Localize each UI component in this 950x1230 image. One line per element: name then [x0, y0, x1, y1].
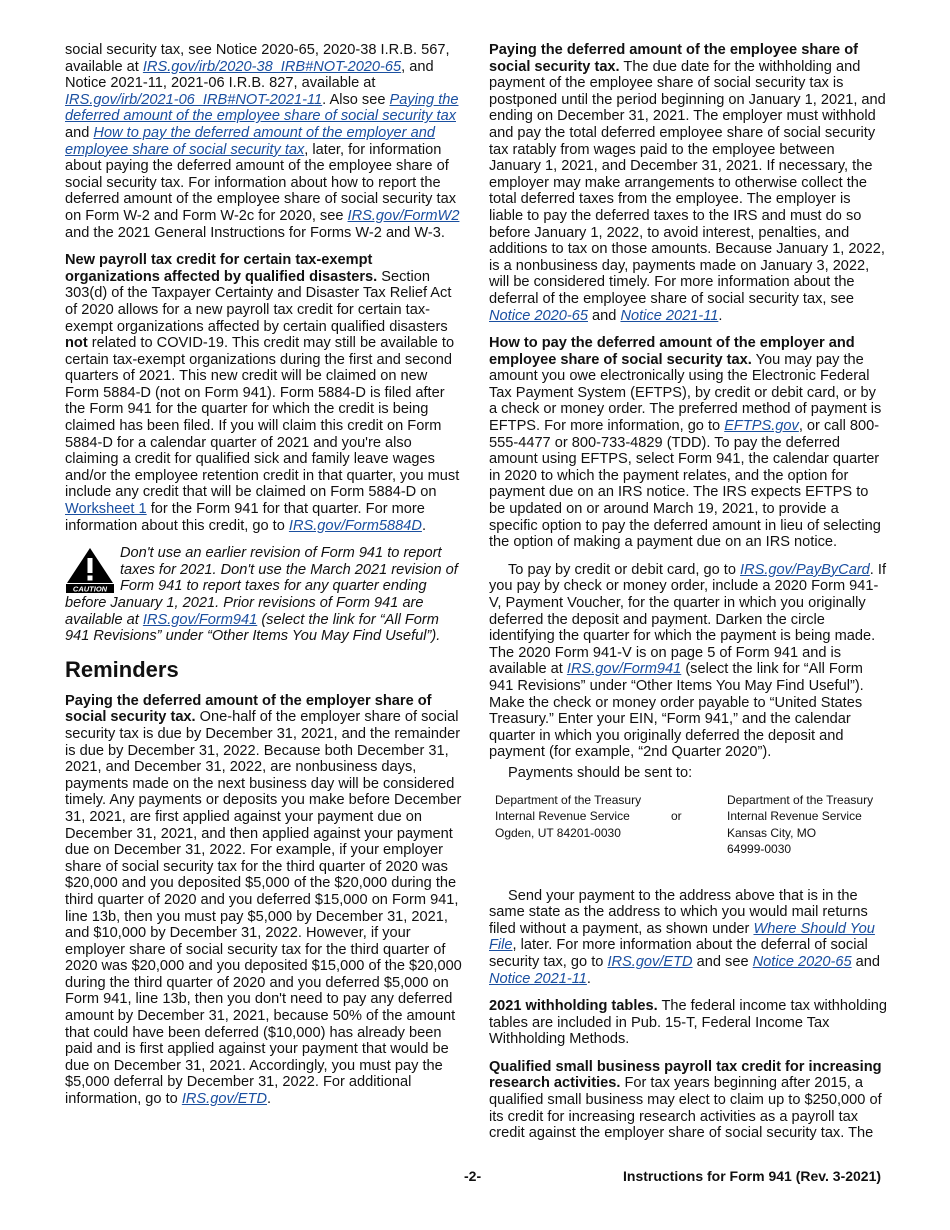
- address-line: Ogden, UT 84201-0030: [495, 825, 621, 840]
- text: , later. For more information about the deferral of social security tax, go to: [489, 937, 868, 970]
- text: and: [587, 307, 621, 324]
- paragraph-how-to-pay: [489, 335, 887, 551]
- text: for the Form 941 for that quarter. For more information about this credit, go to: [65, 501, 425, 534]
- link-notice-2021-11[interactable]: Notice 2021-11: [620, 307, 719, 324]
- mailing-addresses: [495, 792, 887, 858]
- address-line: Internal Revenue Service: [727, 809, 862, 824]
- text: (select the link for “All Form 941 Revisions” under “Other Items You May Find Useful”). Make the check or money order payable to “United States Treasury.” Enter your EIN, “Form 941,” and the calendar quarter in which you originally deferred the deposit and payment (for example, “2nd Quarter 2020”).: [489, 661, 864, 761]
- link-irb-2021-06[interactable]: IRS.gov/irb/2021-06_IRB#NOT-2021-11: [65, 91, 323, 108]
- paragraph-heading: Paying the deferred amount of the employee share of social security tax.: [489, 42, 858, 75]
- text: , and Notice 2021-11, 2021-06 I.R.B. 827, available at: [65, 58, 434, 92]
- text: The due date for the withholding and payment of the employee share of social security tax is postponed until the period beginning on January 1, 2021, and ending on December 31, 2021. The employer must withhold and pay the total deferred employee share of social security tax ratably from wages paid to the employee between January 1, 2021, and December 31, 2021. If necessary, the employer may make arrangements to otherwise collect the total deferred taxes from the employee. The employer is liable to pay the deferred taxes to the IRS and must do so before January 1, 2022, to avoid interest, penalties, and additions to tax on those amounts. Because January 1, 2022, is a nonbusiness day, payments made on January 3, 2022, will be considered timely. For more information about the deferral of the employee share of social security tax, see: [489, 58, 886, 307]
- text: . Also see: [322, 91, 390, 108]
- text: Send your payment to the address above that is in the same state as the address to which you would mail returns filed without a payment, as shown under: [489, 887, 868, 937]
- text: The federal income tax withholding tables are included in Pub. 15-T, Federal Income Tax Withholding Methods.: [489, 998, 887, 1048]
- page-number: -2-: [464, 1168, 482, 1184]
- right-column: [489, 42, 887, 1153]
- link-paybycard[interactable]: IRS.gov/PayByCard: [740, 561, 870, 578]
- text: .: [421, 517, 426, 534]
- address-line: Kansas City, MO: [727, 825, 817, 840]
- text: Section 303(d) of the Taxpayer Certainty and Disaster Tax Relief Act of 2020 allows for a new payroll tax credit for certain tax-exempt organizations affected by certain qualified disasters: [65, 268, 452, 335]
- text: and see: [692, 953, 753, 970]
- text: related to COVID-19. This credit may still be available to certain tax-exempt organizations during the first and second quarters of 2021. This new credit will be claimed on new Form 5884-D (not on Form 941). Form 5884-D is filed after the Form 941 for the quarter for which the credit is being claimed has been filed. If you will claim this credit on Form 5884-D for a calendar quarter of 2021 and you're also claiming a credit for qualified sick and family leave wages and/or the employee retention credit in that quarter, you must include any credit that will be claimed on Form 5884-D on: [65, 335, 460, 501]
- text: .: [266, 1091, 272, 1108]
- address-ogden: [495, 792, 671, 858]
- link-paying-deferred-employee-share[interactable]: Paying the deferred amount of the employee share of social security tax: [65, 91, 459, 125]
- caution-note: [65, 545, 463, 645]
- link-worksheet-1[interactable]: Worksheet 1: [65, 501, 147, 518]
- address-line: Department of the Treasury: [727, 792, 874, 807]
- paragraph-new-payroll-credit: [65, 252, 463, 534]
- link-irs-etd[interactable]: IRS.gov/ETD: [607, 953, 693, 970]
- text: .: [586, 970, 591, 987]
- text: social security tax, see Notice 2020-65, 2020-38 I.R.B. 567, available at: [65, 42, 450, 75]
- paragraph-employer-share-deferral: [65, 693, 463, 1108]
- paragraph-research-credit: [489, 1059, 887, 1142]
- document-title: Instructions for Form 941 (Rev. 3-2021): [623, 1168, 882, 1184]
- emphasis: not: [65, 335, 88, 352]
- text: Don't use an earlier revision of Form 941 to report taxes for 2021. Don't use the March 2021 revision of Form 941 to report taxes for any quarter ending before January 1, 2021. Prior revisions of Form 941 are available at: [65, 545, 458, 628]
- paragraph-withholding-tables: [489, 998, 887, 1048]
- text: .: [718, 307, 723, 324]
- address-kansas-city: [727, 792, 887, 858]
- paragraph-heading: Qualified small business payroll tax credit for increasing research activities.: [489, 1058, 882, 1092]
- paragraph-heading: New payroll tax credit for certain tax-exempt organizations affected by qualified disasters.: [65, 252, 378, 285]
- link-irs-form941[interactable]: IRS.gov/Form941: [566, 661, 682, 678]
- text: To pay by credit or debit card, go to: [508, 561, 741, 578]
- link-irs-form5884d[interactable]: IRS.gov/Form5884D: [288, 517, 422, 534]
- paragraph-heading: How to pay the deferred amount of the employer and employee share of social security tax.: [489, 335, 855, 368]
- link-how-to-pay-deferred[interactable]: How to pay the deferred amount of the employer and employee share of social security tax: [65, 124, 435, 158]
- link-notice-2020-65[interactable]: Notice 2020-65: [489, 307, 588, 324]
- link-irs-etd[interactable]: IRS.gov/ETD: [181, 1091, 267, 1108]
- text: and the 2021 General Instructions for Forms W-2 and W-3.: [65, 224, 445, 241]
- address-line: Internal Revenue Service: [495, 809, 630, 824]
- link-where-should-you-file[interactable]: Where Should You File: [489, 920, 875, 954]
- text: For tax years beginning after 2015, a qualified small business may elect to claim up to $250,000 of its credit for increasing research activities as a payroll tax credit against the employer share of social security tax. The: [489, 1075, 882, 1142]
- left-column: [65, 42, 463, 1119]
- text: , later, for information about paying the deferred amount of the employee share of social security tax. For information about how to report the deferred amount of the employee share of social security tax on Form W-2 and Form W-2c for 2020, see: [65, 141, 456, 224]
- address-line: Department of the Treasury: [495, 792, 642, 807]
- paragraph-employee-share-deferral: [489, 42, 887, 324]
- address-or: or: [671, 808, 682, 823]
- text: (select the link for “All Form 941 Revisions” under “Other Items You May Find Useful”).: [65, 611, 441, 645]
- address-line: 64999-0030: [727, 842, 792, 857]
- paragraph-send-payment: [489, 888, 887, 988]
- paragraph-heading: Paying the deferred amount of the employer share of social security tax.: [65, 692, 432, 726]
- text: You may pay the amount you owe electronically using the Electronic Federal Tax Payment System (EFTPS), by credit or debit card, or by a check or money order. The preferred method of payment is EFTPS. For more information, go to: [489, 351, 882, 435]
- link-irb-2020-38[interactable]: IRS.gov/irb/2020-38_IRB#NOT-2020-65: [142, 58, 402, 75]
- text: and: [65, 124, 94, 141]
- paragraph-payments-sent-to: Payments should be sent to:: [508, 764, 693, 781]
- paragraph-heading: 2021 withholding tables.: [489, 998, 658, 1015]
- text: One-half of the employer share of social security tax is due by December 31, 2021, and the remainder is due by December 31, 2022. Because both December 31, 2021, and December 31, 2022, are nonbusiness days, payments made on the next business day will be considered timely. Any payments or deposits you make before December 31, 2021, are first applied against your payment due on December 31, 2021, and then applied against your payment due on December 31, 2022. For example, if your employer share of social security tax for the third quarter of 2020 was $20,000 and you deposited $5,000 of the $20,000 during the third quarter of 2020 and you deferred $15,000 on Form 941, line 13b, then you must pay $5,000 by December 31, 2021, and $10,000 by December 31, 2022. However, if your employer share of social security tax for the third quarter of 2020 was $20,000 and you deposited $15,000 of the $20,000 during the third quarter of 2020 and you deferred $5,000 on Form 941, line 13b, then you don't need to pay any deferred amount by December 31, 2021, because 50% of the amount that could have been deferred ($10,000) has already been paid and is first applied against your payment that would be due on December 31, 2021. Accordingly, you must pay the $5,000 deferral by December 31, 2022. For additional information, go to: [65, 709, 462, 1108]
- text: and: [851, 953, 881, 970]
- link-notice-2021-11[interactable]: Notice 2021-11: [489, 970, 587, 987]
- paragraph-deferral-notices: [65, 42, 463, 241]
- text: . If you pay by check or money order, include a 2020 Form 941-V, Payment Voucher, for the quarter in which you originally deferred the deposit and payment. Darken the circle identifying the quarter for which the payment is being made. The 2020 Form 941-V is on page 5 of Form 941 and is available at: [489, 561, 887, 678]
- page-footer: [0, 1168, 950, 1188]
- link-eftps[interactable]: EFTPS.gov: [724, 418, 799, 435]
- link-irs-formw2[interactable]: IRS.gov/FormW2: [347, 207, 460, 224]
- section-heading-reminders: Reminders: [65, 656, 179, 682]
- link-notice-2020-65[interactable]: Notice 2020-65: [752, 953, 852, 970]
- link-irs-form941[interactable]: IRS.gov/Form941: [142, 611, 258, 628]
- paragraph-pay-by-card: [489, 562, 887, 761]
- text: , or call 800-555-4477 or 800-733-4829 (TDD). To pay the deferred amount using EFTPS, select Form 941, the calendar quarter in 2020 to which the payment relates, and the option for payment due on an IRS notice. The IRS expects EFTPS to be updated on or around March 19, 2021, to provide a specific option to pay the deferred amount in lieu of selecting the option of making a payment due on an IRS notice.: [489, 418, 881, 551]
- caution-icon-label: CAUTION: [72, 584, 108, 594]
- caution-icon: [65, 547, 115, 593]
